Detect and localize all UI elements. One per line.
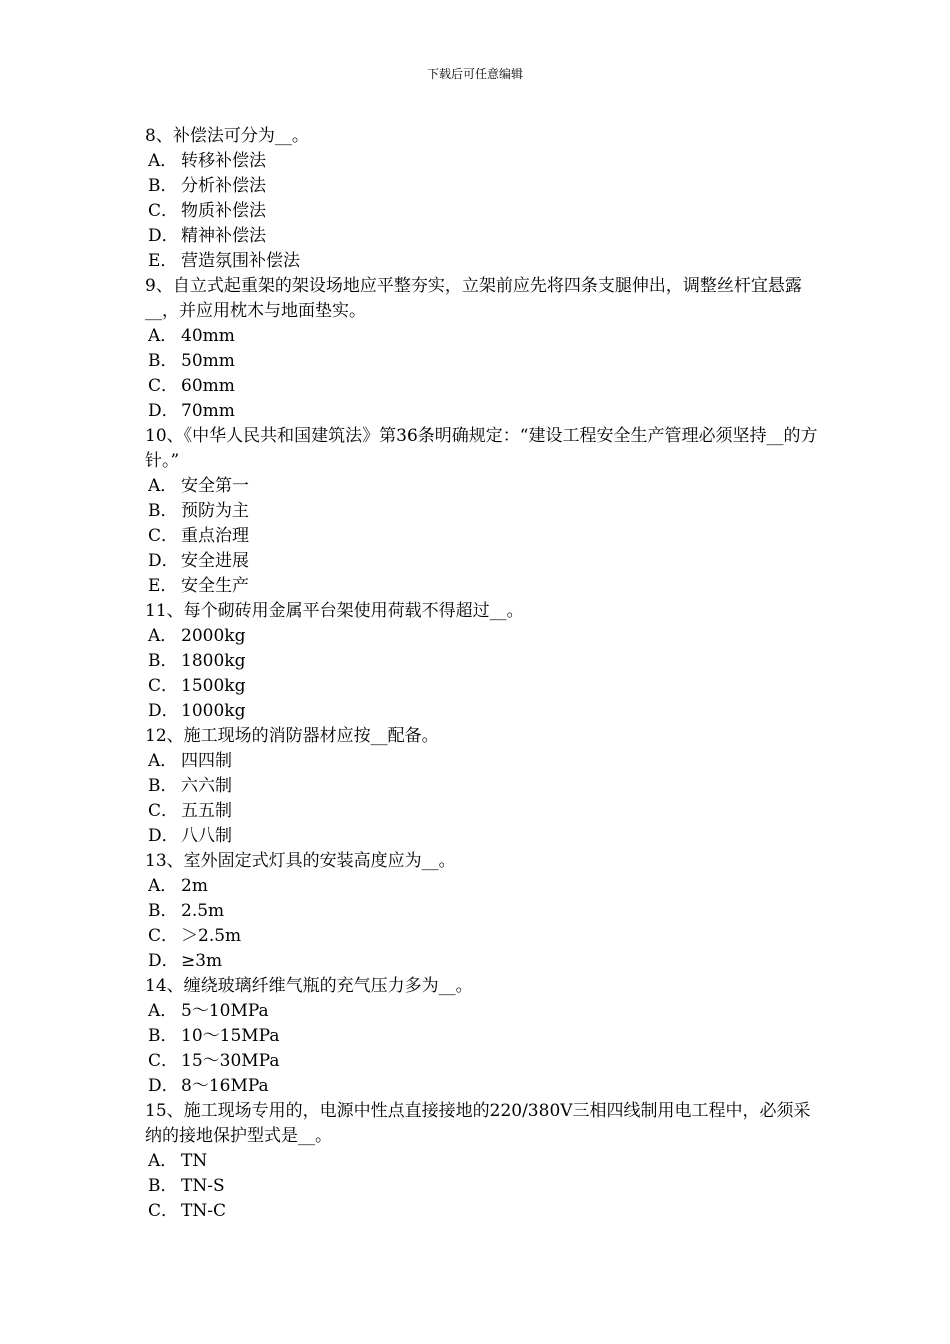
answer-option [145, 649, 825, 674]
answer-option [145, 149, 825, 174]
answer-option [145, 1199, 825, 1224]
option-letter: C． [148, 801, 179, 821]
option-text: 10～15MPa [181, 1026, 280, 1046]
option-letter: E． [148, 251, 178, 271]
option-text: 50mm [181, 351, 235, 371]
question-stem: 14、缠绕玻璃纤维气瓶的充气压力多为__。 [145, 976, 473, 996]
answer-option [145, 324, 825, 349]
answer-option [145, 749, 825, 774]
answer-option [145, 249, 825, 274]
answer-option [145, 1049, 825, 1074]
option-text: 2m [181, 876, 208, 896]
question-stem: 10、《中华人民共和国建筑法》第36条明确规定：“建设工程安全生产管理必须坚持__的方针。” [145, 426, 818, 471]
answer-option [145, 549, 825, 574]
question-block [145, 974, 825, 1099]
question-block [145, 274, 825, 424]
option-text: 70mm [181, 401, 235, 421]
option-letter: D． [148, 226, 179, 246]
option-text: TN [181, 1151, 208, 1171]
option-letter: D． [148, 951, 179, 971]
question-list [145, 124, 825, 1224]
option-letter: D． [148, 551, 179, 571]
answer-option [145, 574, 825, 599]
question-block [145, 424, 825, 599]
question-stem: 15、施工现场专用的，电源中性点直接接地的220/380V三相四线制用电工程中，必须采纳的接地保护型式是__。 [145, 1101, 811, 1146]
answer-option [145, 1074, 825, 1099]
option-text: 1500kg [181, 676, 246, 696]
option-letter: C． [148, 1051, 179, 1071]
option-letter: A． [148, 476, 178, 496]
option-text: 5～10MPa [181, 1001, 269, 1021]
option-letter: A． [148, 876, 178, 896]
option-text: 精神补偿法 [181, 226, 266, 246]
option-text: 八八制 [181, 826, 232, 846]
question-stem: 13、室外固定式灯具的安装高度应为__。 [145, 851, 456, 871]
option-text: 六六制 [181, 776, 232, 796]
option-letter: A． [148, 626, 178, 646]
answer-option [145, 174, 825, 199]
page-header: 下载后可任意编辑 [426, 67, 523, 81]
option-text: 1000kg [181, 701, 246, 721]
option-text: 转移补偿法 [181, 151, 266, 171]
option-letter: B． [148, 1026, 178, 1046]
option-letter: B． [148, 176, 178, 196]
answer-option [145, 774, 825, 799]
option-letter: B． [148, 351, 178, 371]
option-letter: C． [148, 926, 179, 946]
option-text: 物质补偿法 [181, 201, 266, 221]
option-text: ≥3m [181, 951, 223, 971]
answer-option [145, 224, 825, 249]
question-block [145, 599, 825, 724]
option-text: 营造氛围补偿法 [181, 251, 300, 271]
option-text: 预防为主 [181, 501, 249, 521]
answer-option [145, 949, 825, 974]
option-text: 1800kg [181, 651, 246, 671]
option-text: 四四制 [181, 751, 232, 771]
question-block [145, 124, 825, 274]
option-letter: C． [148, 676, 179, 696]
option-letter: A． [148, 151, 178, 171]
answer-option [145, 674, 825, 699]
answer-option [145, 999, 825, 1024]
answer-option [145, 524, 825, 549]
question-block [145, 849, 825, 974]
option-letter: D． [148, 1076, 179, 1096]
option-text: 60mm [181, 376, 235, 396]
option-text: ＞2.5m [181, 926, 242, 946]
answer-option [145, 799, 825, 824]
answer-option [145, 924, 825, 949]
option-letter: A． [148, 326, 178, 346]
option-letter: E． [148, 576, 178, 596]
answer-option [145, 1174, 825, 1199]
option-text: 安全生产 [181, 576, 249, 596]
option-letter: B． [148, 776, 178, 796]
answer-option [145, 374, 825, 399]
question-stem: 11、每个砌砖用金属平台架使用荷载不得超过__。 [145, 601, 524, 621]
option-letter: D． [148, 826, 179, 846]
option-letter: D． [148, 401, 179, 421]
option-text: 安全进展 [181, 551, 249, 571]
option-letter: B． [148, 651, 178, 671]
answer-option [145, 624, 825, 649]
option-letter: B． [148, 901, 178, 921]
option-letter: B． [148, 501, 178, 521]
option-text: 五五制 [181, 801, 232, 821]
option-letter: A． [148, 1001, 178, 1021]
answer-option [145, 1024, 825, 1049]
option-letter: C． [148, 526, 179, 546]
option-letter: C． [148, 201, 179, 221]
answer-option [145, 824, 825, 849]
question-stem: 12、施工现场的消防器材应按__配备。 [145, 726, 439, 746]
answer-option [145, 699, 825, 724]
answer-option [145, 399, 825, 424]
option-text: 15～30MPa [181, 1051, 280, 1071]
option-letter: D． [148, 701, 179, 721]
option-text: 2000kg [181, 626, 246, 646]
answer-option [145, 874, 825, 899]
answer-option [145, 899, 825, 924]
option-text: 分析补偿法 [181, 176, 266, 196]
answer-option [145, 199, 825, 224]
option-text: 2.5m [181, 901, 225, 921]
option-text: TN-C [181, 1201, 226, 1221]
option-text: 40mm [181, 326, 235, 346]
option-text: 8～16MPa [181, 1076, 269, 1096]
option-letter: C． [148, 1201, 179, 1221]
answer-option [145, 474, 825, 499]
option-letter: A． [148, 1151, 178, 1171]
question-block [145, 1099, 825, 1224]
answer-option [145, 1149, 825, 1174]
question-stem: 9、自立式起重架的架设场地应平整夯实，立架前应先将四条支腿伸出，调整丝杆宜悬露__，并应用枕木与地面垫实。 [145, 276, 802, 321]
question-block [145, 724, 825, 849]
option-letter: A． [148, 751, 178, 771]
option-text: TN-S [181, 1176, 225, 1196]
answer-option [145, 349, 825, 374]
option-letter: C． [148, 376, 179, 396]
option-text: 重点治理 [181, 526, 249, 546]
question-stem: 8、补偿法可分为__。 [145, 126, 309, 146]
option-text: 安全第一 [181, 476, 249, 496]
option-letter: B． [148, 1176, 178, 1196]
answer-option [145, 499, 825, 524]
